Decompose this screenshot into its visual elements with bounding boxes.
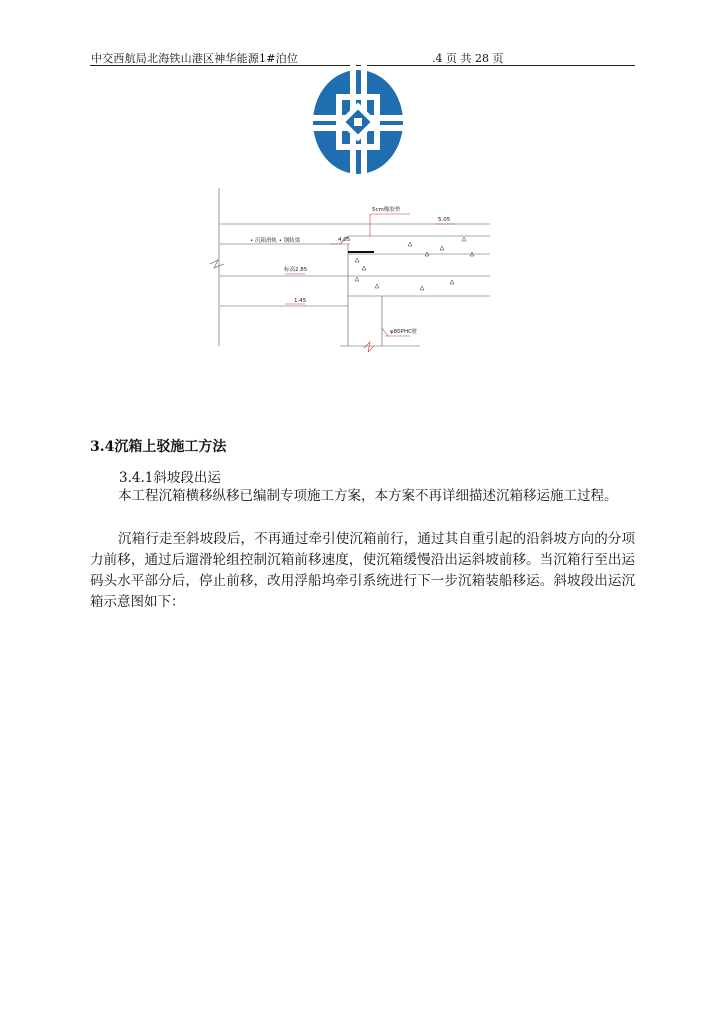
label-pile: φ80PHC桩: [390, 329, 418, 335]
paragraph: 本工程沉箱横移纵移已编制专项施工方案，本方案不再详细描述沉箱移运施工过程。: [118, 488, 618, 504]
section-subheading: 3.4.1斜坡段出运: [119, 470, 221, 486]
level-mid: 标高2.85: [284, 267, 308, 273]
section-heading: 3.4沉箱上驳施工方法: [90, 439, 227, 455]
label-rail: • 沉箱滑轨 • 钢轨梁: [250, 238, 301, 244]
section-diagram: [210, 186, 500, 352]
header-left-text: 中交西航局北海铁山港区神华能源1#泊位: [91, 52, 299, 65]
company-logo: [306, 62, 410, 180]
level-top: 5.05: [438, 217, 451, 223]
paragraph: 沉箱行走至斜坡段后，不再通过牵引使沉箱前行，通过其自重引起的沿斜坡方向的分项力前移，通过后遛滑轮组控制沉箱前移速度，使沉箱缓慢沿出运斜坡前移。当沉箱行至出运码头水平部分后，停止前移，改用浮船坞牵引系统进行下一步沉箱装船移运。斜坡段出运沉箱示意图如下：: [90, 531, 635, 610]
level-low: 1.45: [294, 298, 307, 304]
header-page-number: .4 页 共 28 页: [432, 52, 504, 65]
label-rubber-pad: 5cm橡胶垫: [372, 207, 401, 213]
level-step: 4.05: [338, 237, 351, 243]
